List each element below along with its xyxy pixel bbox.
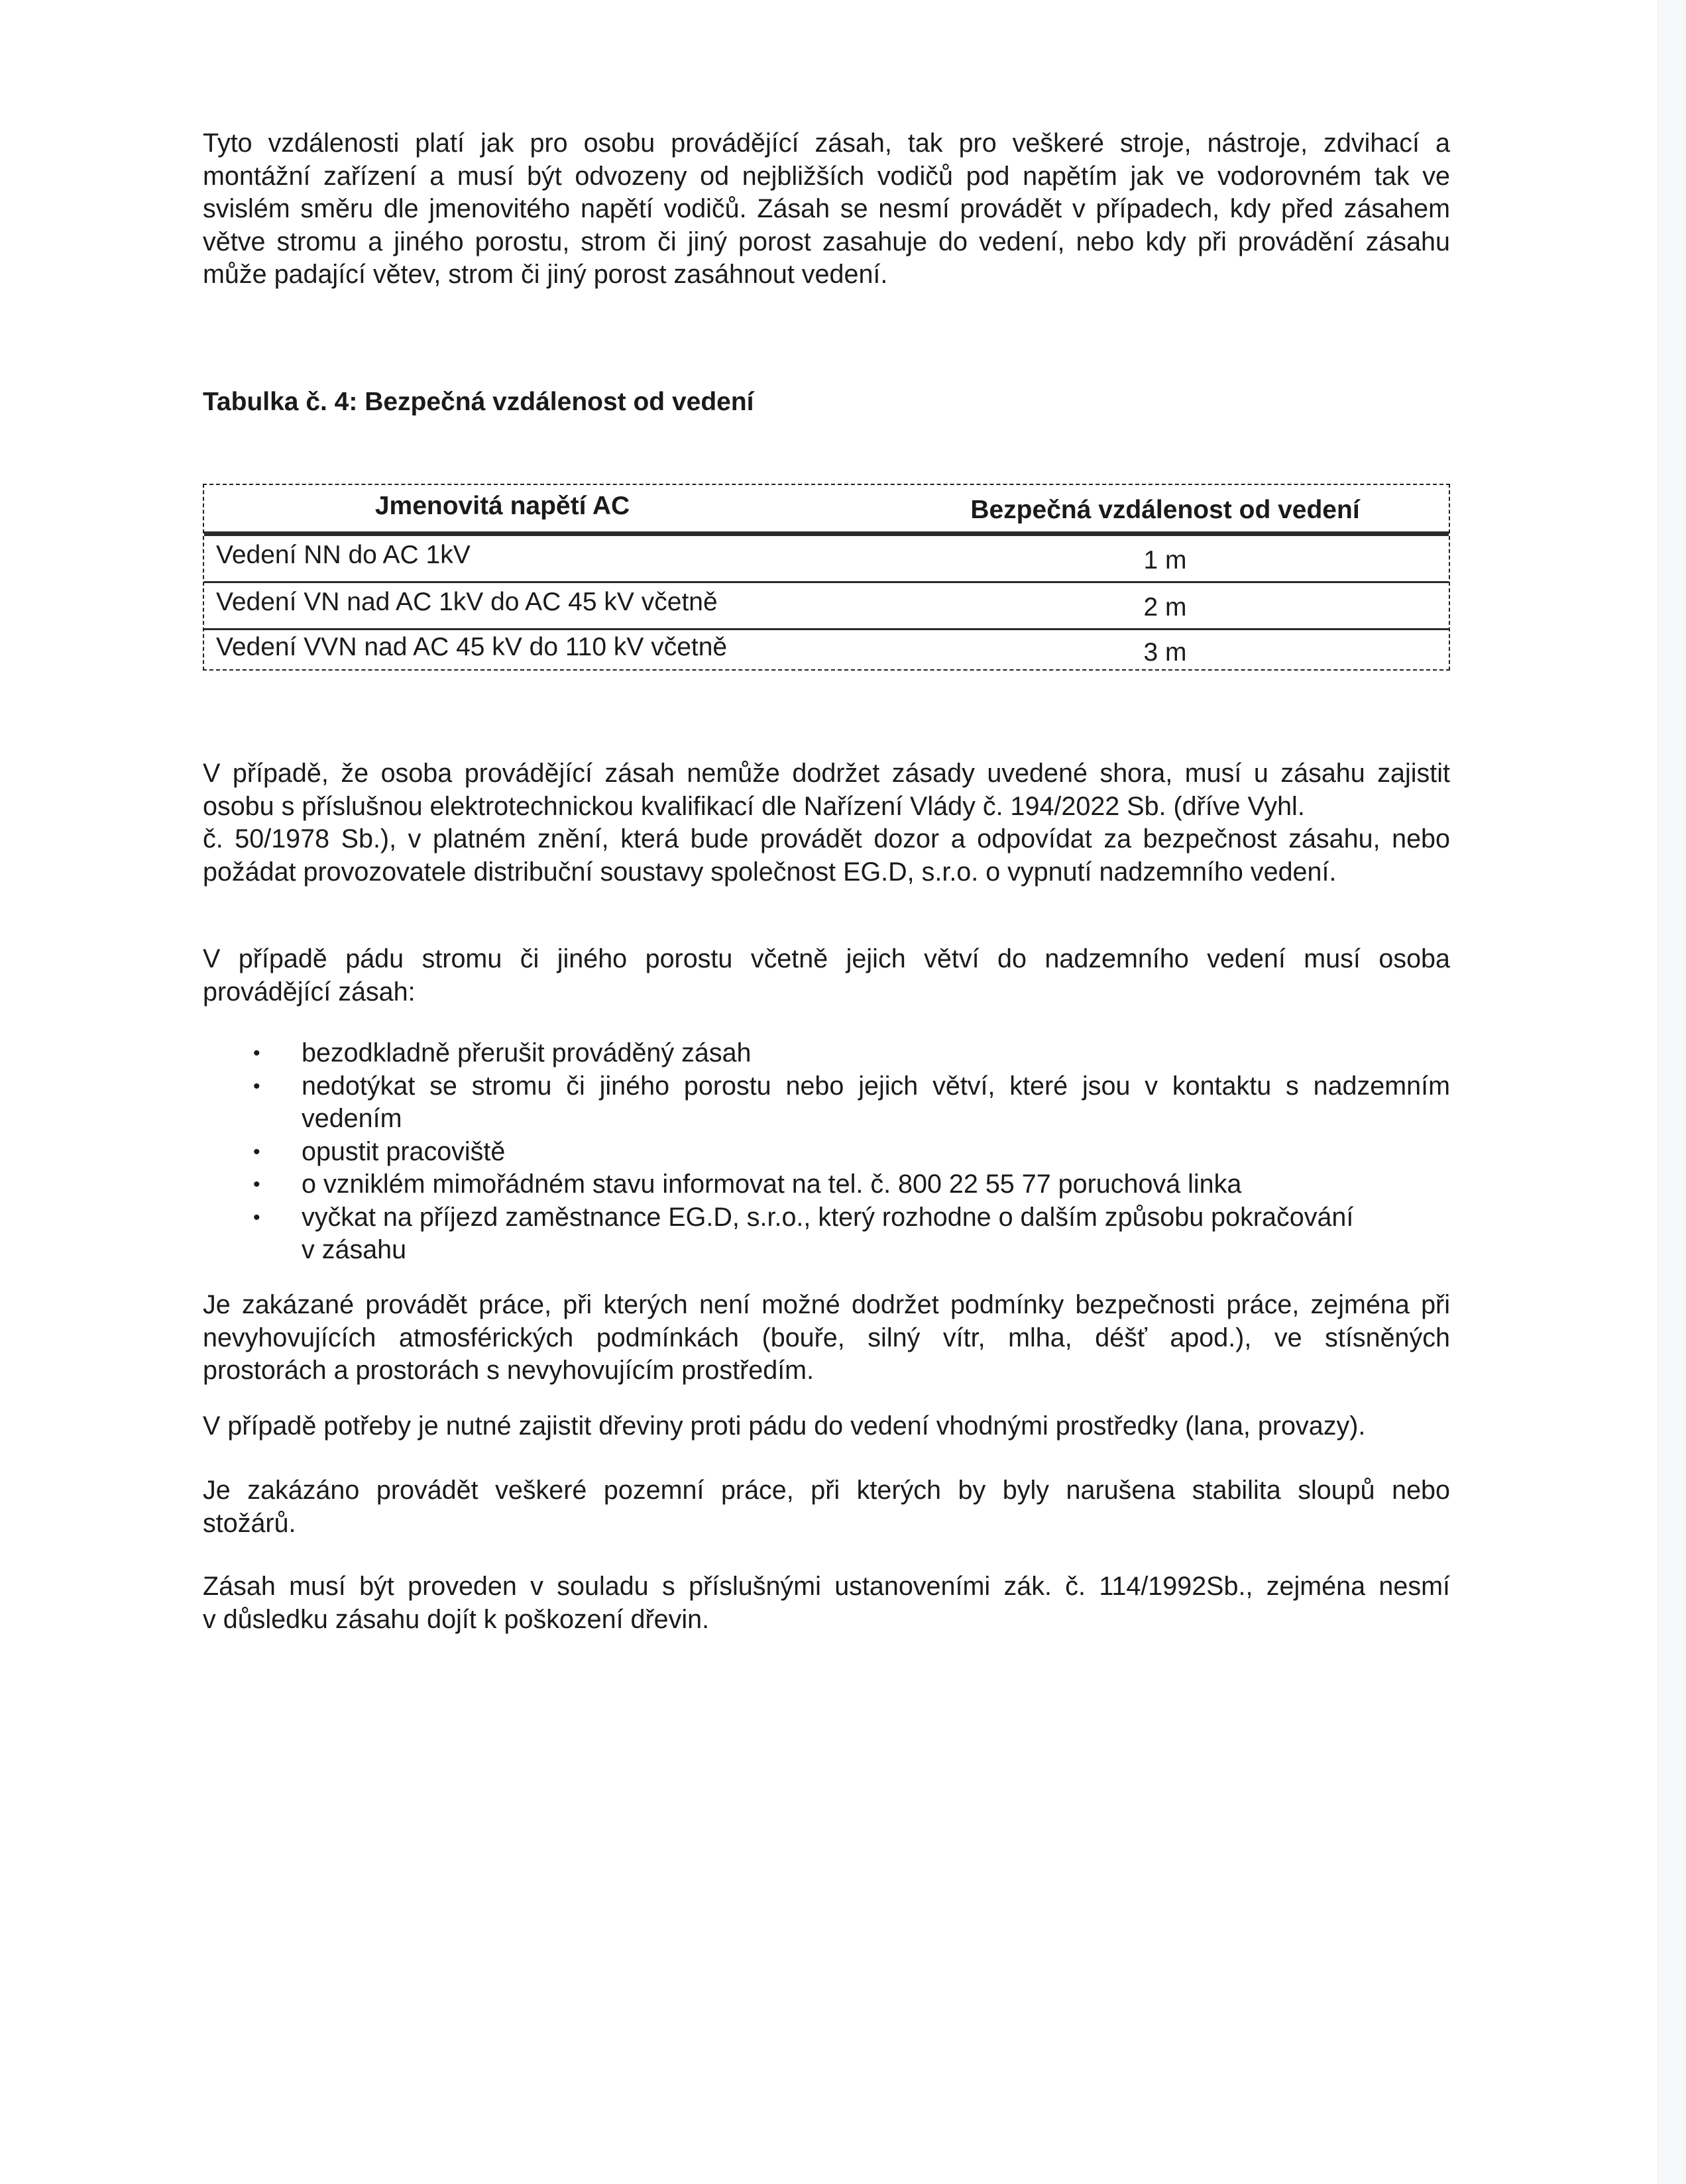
bullet-icon: •	[253, 1075, 260, 1097]
table-cell-distance: 2 m	[1143, 593, 1187, 622]
paragraph-secure-trees: V případě potřeby je nutné zajistit dřeviny proti pádu do vedení vhodnými prostředky (lana, provazy).	[203, 1411, 1366, 1441]
table-row	[204, 583, 1449, 630]
scan-edge-strip	[1658, 0, 1686, 2184]
paragraph-intro: Tyto vzdálenosti platí jak pro osobu provádějící zásah, tak pro veškeré stroje, nástroje, zdvihací a montážní zařízení a musí být odvozeny od nejbližších vodičů pod napětím jak ve vodorovném tak ve svislém směru dle jmenovitého napětí vodičů. Zásah se nesmí provádět v případech, kdy před zásahem větve stromu a jiného porostu, strom či jiný porost zasahuje do vedení, nebo kdy při provádění zásahu může padající větev, strom či jiný porost zasáhnout vedení.	[203, 129, 1450, 289]
bullet-icon: •	[253, 1140, 260, 1163]
table-cell-voltage: Vedení NN do AC 1kV	[216, 541, 471, 569]
table-row	[204, 628, 1449, 673]
list-item: • nedotýkat se stromu či jiného porostu nebo jejich větví, které jsou v kontaktu s nadzemním vedením	[253, 1071, 1450, 1133]
table-cell-voltage: Vedení VN nad AC 1kV do AC 45 kV včetně	[216, 588, 718, 616]
table-row	[204, 536, 1449, 583]
bullet-icon: •	[253, 1042, 260, 1064]
paragraph-supervision: V případě, že osoba provádějící zásah nemůže dodržet zásady uvedené shora, musí u zásahu zajistit osobu s příslušnou elektrotechnickou kvalifikací dle Nařízení Vlády č. 194/2022 Sb. (dříve Vyhl. č. 50/1978 Sb.), v platném znění, která bude provádět dozor a odpovídat za bezpečnost zásahu, nebo požádat provozovatele distribuční soustavy společnost EG.D, s.r.o. o vypnutí nadzemního vedení.	[203, 759, 1450, 887]
list-item: • o vzniklém mimořádném stavu informovat na tel. č. 800 22 55 77 poruchová linka	[203, 1168, 1450, 1201]
bullet-icon: •	[253, 1206, 260, 1228]
paragraph-ground-works: Je zakázáno provádět veškeré pozemní práce, při kterých by byly narušena stabilita sloupů nebo stožárů.	[203, 1476, 1450, 1538]
table-header-row	[204, 485, 1449, 536]
list-item: • opustit pracoviště	[203, 1136, 1450, 1169]
paragraph-forbidden-conditions: Je zakázané provádět práce, při kterých není možné dodržet podmínky bezpečnosti práce, zejména při nevyhovujících atmosférických podmínkách (bouře, silný vítr, mlha, déšť apod.), ve stísněných prostorách a prostorách s nevyhovujícím prostředím.	[203, 1290, 1450, 1385]
list-item: • vyčkat na příjezd zaměstnance EG.D, s.r.o., který rozhodne o dalším způsobu pokračování v zásahu	[253, 1202, 1354, 1264]
table-header-voltage: Jmenovitá napětí AC	[374, 492, 630, 520]
table-cell-voltage: Vedení VVN nad AC 45 kV do 110 kV včetně	[216, 633, 728, 661]
fall-actions-list	[203, 1037, 1450, 1267]
table-header-distance: Bezpečná vzdálenost od vedení	[970, 496, 1360, 524]
list-item: • bezodkladně přerušit prováděný zásah	[203, 1037, 1450, 1070]
paragraph-fall-intro: V případě pádu stromu či jiného porostu včetně jejich větví do nadzemního vedení musí osoba provádějící zásah:	[203, 944, 1450, 1007]
bullet-icon: •	[253, 1174, 260, 1195]
paragraph-law: Zásah musí být proveden v souladu s příslušnými ustanoveními zák. č. 114/1992Sb., zejména nesmí v důsledku zásahu dojít k poškození dřevin.	[203, 1572, 1450, 1634]
table-cell-distance: 1 m	[1143, 546, 1187, 574]
table-caption: Tabulka č. 4: Bezpečná vzdálenost od vedení	[203, 388, 754, 416]
safe-distance-table	[203, 484, 1450, 671]
table-cell-distance: 3 m	[1143, 638, 1187, 667]
